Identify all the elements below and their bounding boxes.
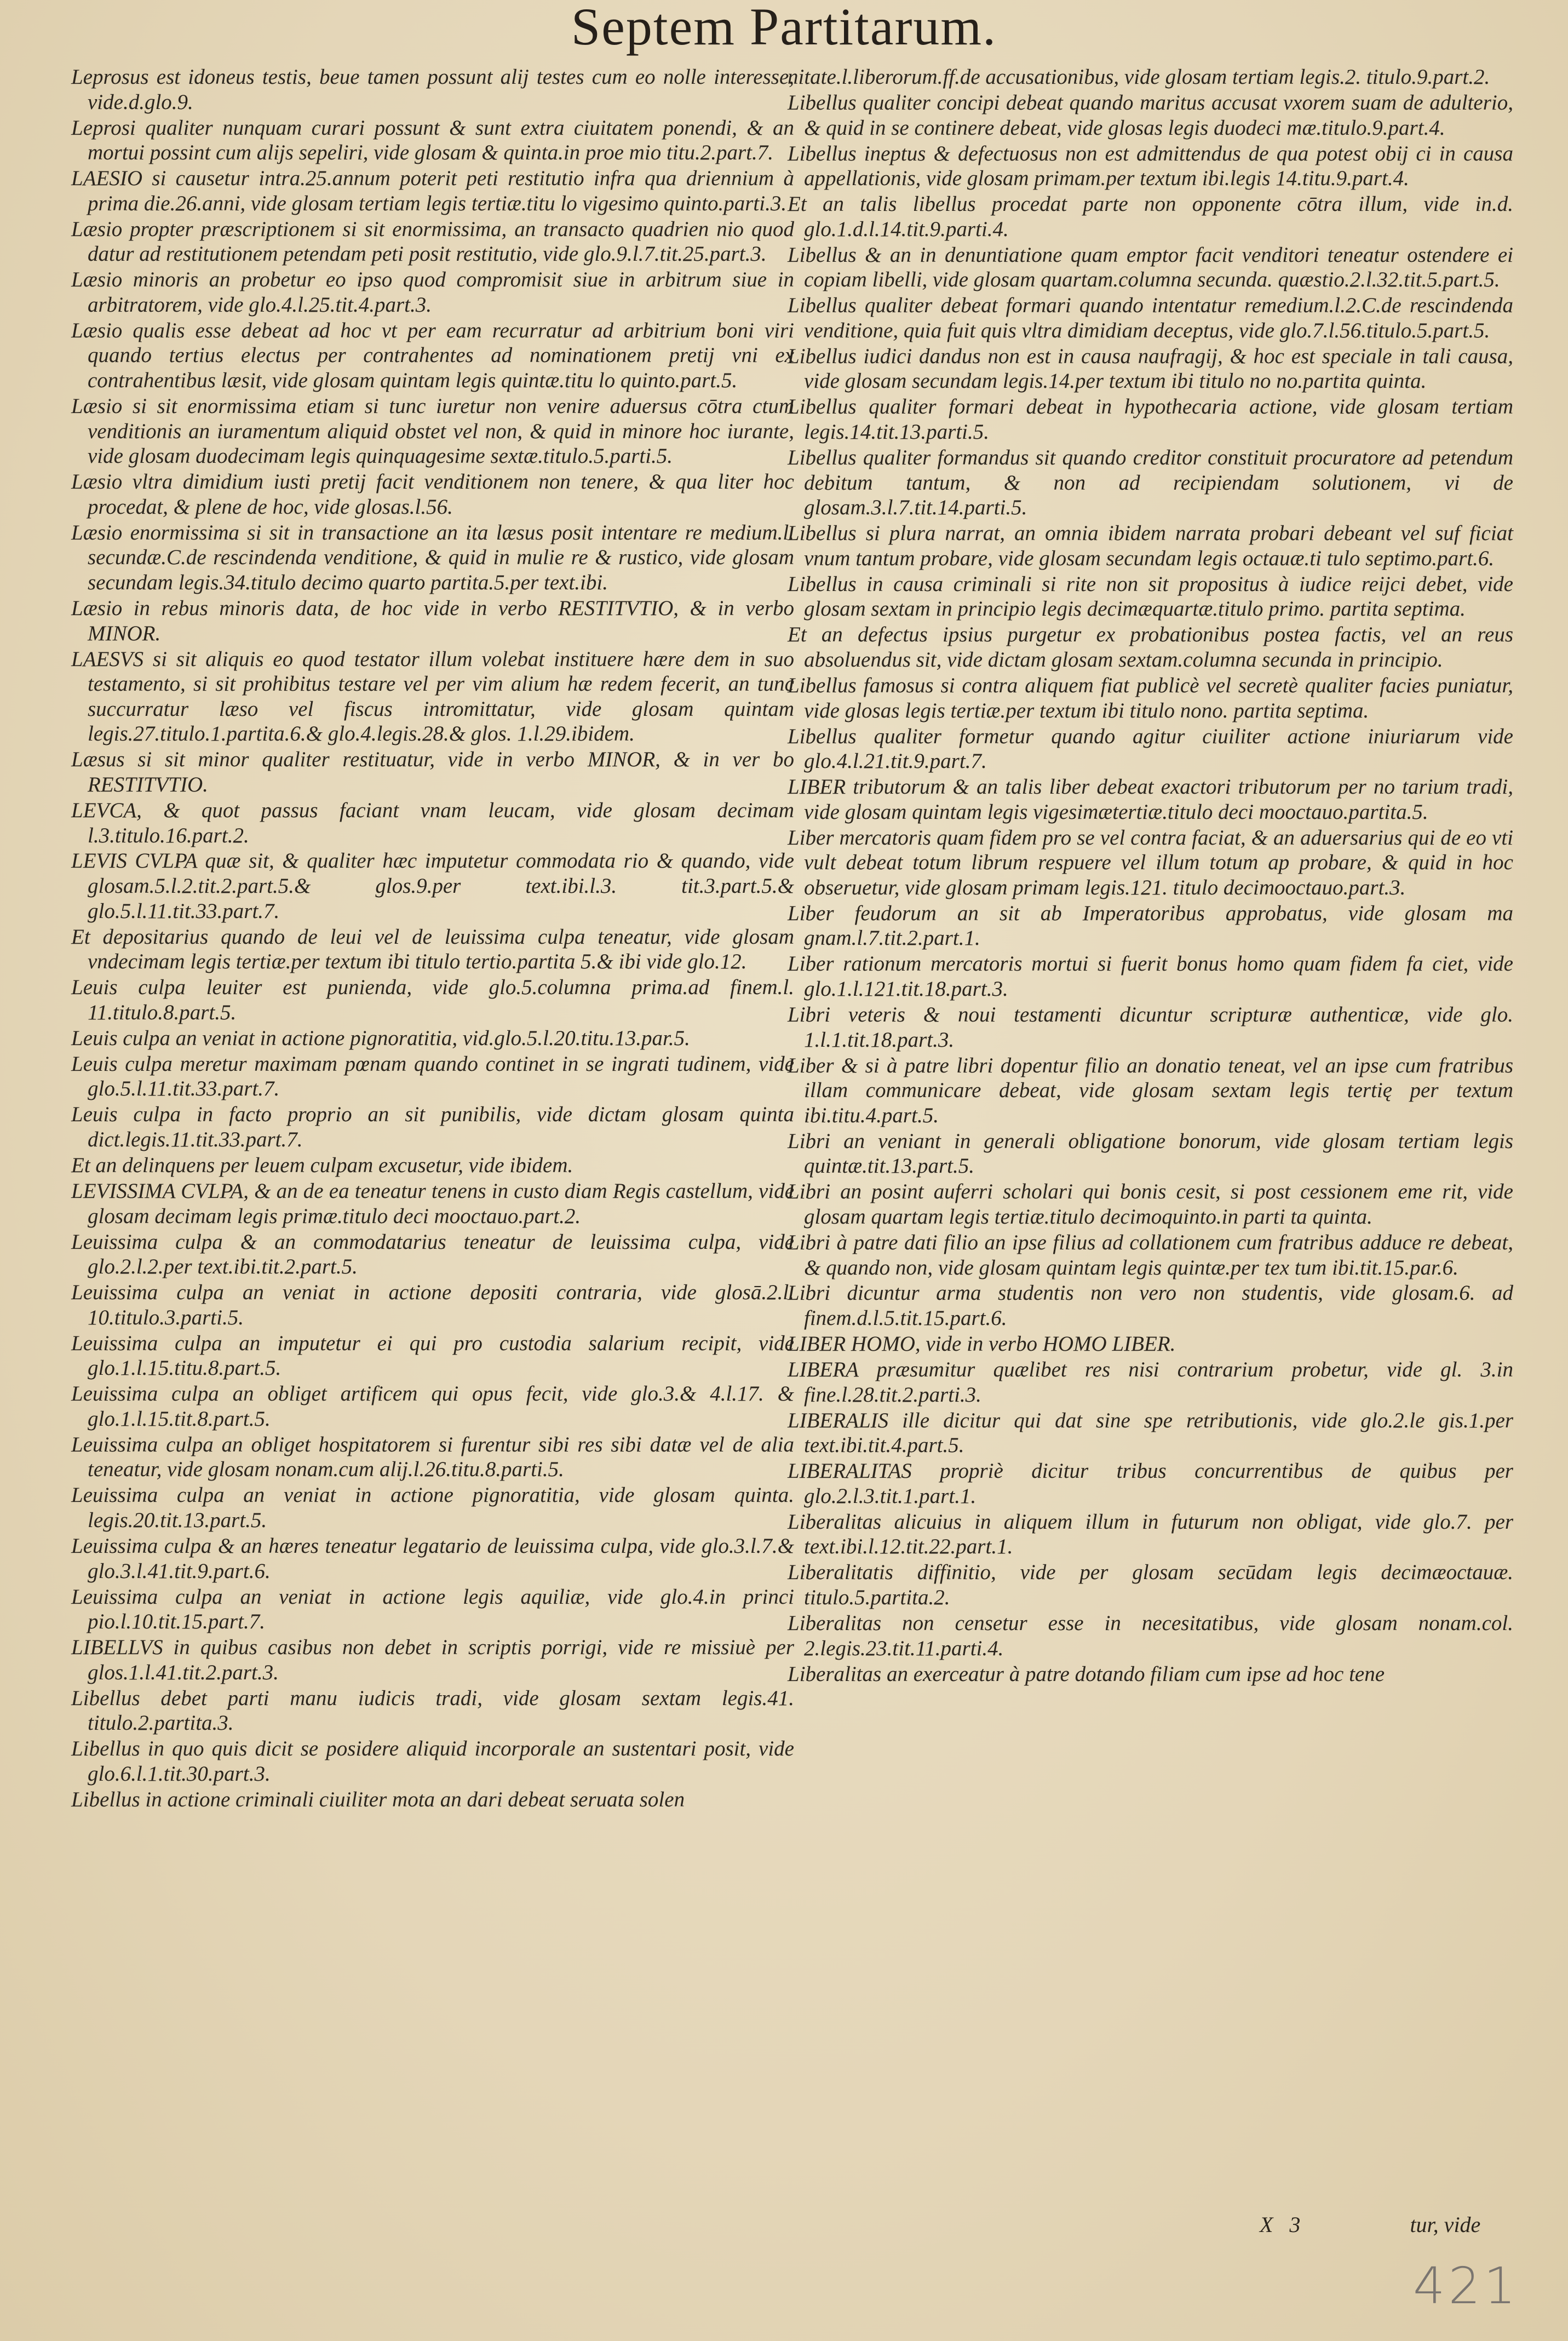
index-entry: Libellus in quo quis dicit se posidere aliquid incorporale an sustentari posit, vide glo.6.l.1.tit.30.part.3. xyxy=(71,1737,794,1786)
index-entry: Liberalitatis diffinitio, vide per glosam secūdam legis decimæoctauæ. titulo.5.partita.2. xyxy=(788,1560,1513,1609)
index-entry: Liberalitas non censetur esse in necesitatibus, vide glosam nonam.col. 2.legis.23.tit.11.parti.4. xyxy=(788,1611,1513,1660)
index-entry: Libri dicuntur arma studentis non vero non studentis, vide glosam.6. ad finem.d.l.5.tit.15.part.6. xyxy=(788,1281,1513,1330)
index-entry: LIBERA præsumitur quælibet res nisi contrarium probetur, vide gl. 3.in fine.l.28.tit.2.parti.3. xyxy=(788,1358,1513,1407)
index-entry: Leuis culpa leuiter est punienda, vide glo.5.columna prima.ad finem.l. 11.titulo.8.part.5. xyxy=(71,976,794,1024)
index-entry: Leuissima culpa an veniat in actione legis aquiliæ, vide glo.4.in princi pio.l.10.tit.15.part.7. xyxy=(71,1585,794,1634)
index-entry: Liber rationum mercatoris mortui si fuerit bonus homo quam fidem fa ciet, vide glo.1.l.121.tit.18.part.3. xyxy=(788,952,1513,1001)
index-entry: Læsio si sit enormissima etiam si tunc iuretur non venire aduersus cōtra ctum venditionis an iuramentum aliquid obstet vel non, & quid in minore hoc iurante, vide glosam duodecimam legis quinquagesime sextæ.titulo.5.parti.5. xyxy=(71,394,794,468)
signature-text: X 3 xyxy=(1260,2212,1306,2237)
index-entry: Læsio propter præscriptionem si sit enormissima, an transacto quadrien nio quod datur ad restitutionem petendam peti posit restitutio, vide glo.9.l.7.tit.25.part.3. xyxy=(71,217,794,266)
index-entry: Libellus si plura narrat, an omnia ibidem narrata probari debeant vel suf ficiat vnum tantum probare, vide glosam secundam legis octauæ.ti tulo septimo.part.6. xyxy=(788,521,1513,570)
index-entry: Læsio in rebus minoris data, de hoc vide in verbo RESTITVTIO, & in verbo MINOR. xyxy=(71,596,794,645)
index-entry: Leuis culpa meretur maximam pœnam quando continet in se ingrati tudinem, vide glo.5.l.11.tit.33.part.7. xyxy=(71,1052,794,1101)
index-entry: Libellus qualiter concipi debeat quando maritus accusat vxorem suam de adulterio, & quid in se continere debeat, vide glosas legis duodeci mæ.titulo.9.part.4. xyxy=(788,90,1513,140)
index-entry: Libellus famosus si contra aliquem fiat publicè vel secretè qualiter facies puniatur, vide glosas legis tertiæ.per textum ibi titulo nono. partita septima. xyxy=(788,673,1513,722)
index-entry: Liber mercatoris quam fidem pro se vel contra faciat, & an aduersarius qui de eo vti vult debeat totum librum respuere vel illum totum ap probare, & quid in hoc obseruetur, vide glosam primam legis.121. titulo decimooctauo.part.3. xyxy=(788,825,1513,899)
index-entry: Læsio qualis esse debeat ad hoc vt per eam recurratur ad arbitrium boni viri quando tertius electus per contrahentes ad nominationem pretij vni ex contrahentibus læsit, vide glosam quintam legis quintæ.titu lo quinto.part.5. xyxy=(71,318,794,393)
index-entry: Liberalitas an exerceatur à patre dotando filiam cum ipse ad hoc tene xyxy=(788,1662,1385,1686)
signature-mark xyxy=(1260,2212,1480,2237)
index-entry: Libri an posint auferri scholari qui bonis cesit, si post cessionem eme rit, vide glosam quartam legis tertiæ.titulo decimoquinto.in parti ta quinta. xyxy=(788,1180,1513,1229)
index-entry: Leuissima culpa & an hæres teneatur legatario de leuissima culpa, vide glo.3.l.7.& glo.3.l.41.tit.9.part.6. xyxy=(71,1534,794,1583)
index-entry: Libellus in causa criminali si rite non sit propositus à iudice reijci debet, vide glosam sextam in principio legis decimæquartæ.titulo primo. partita septima. xyxy=(788,572,1513,621)
index-entry: Et depositarius quando de leui vel de leuissima culpa teneatur, vide glosam vndecimam legis tertiæ.per textum ibi titulo tertio.partita 5.& ibi vide glo.12. xyxy=(71,925,794,974)
index-entry: Libellus qualiter debeat formari quando intentatur remedium.l.2.C.de rescindenda venditione, quia fuit quis vltra dimidiam deceptus, vide glo.7.l.56.titulo.5.part.5. xyxy=(788,294,1513,342)
index-entry: Leprosi qualiter nunquam curari possunt & sunt extra ciuitatem ponendi, & an mortui possint cum alijs sepeliri, vide glosam & quinta.in proe mio titu.2.part.7. xyxy=(71,116,794,165)
index-entry: Libellus in actione criminali ciuiliter mota an dari debeat seruata solen xyxy=(71,1787,685,1811)
index-entry: Leuissima culpa an obliget artificem qui opus fecit, vide glo.3.& 4.l.17. & glo.1.l.15.tit.8.part.5. xyxy=(71,1382,794,1431)
index-entry: Læsio minoris an probetur eo ipso quod compromisit siue in arbitrum siue in arbitratorem, vide glo.4.l.25.tit.4.part.3. xyxy=(71,268,794,317)
index-entry: Libellus ineptus & defectuosus non est admittendus de qua potest obij ci in causa appellationis, vide glosam primam.per textum ibi.legis 14.titu.9.part.4. xyxy=(788,141,1513,191)
index-entry: Leuissima culpa an imputetur ei qui pro custodia salarium recipit, vide glo.1.l.15.titu.8.part.5. xyxy=(71,1331,794,1380)
index-entry: LEVISSIMA CVLPA, & an de ea teneatur tenens in custo diam Regis castellum, vide glosam decimam legis primæ.titulo deci mooctauo.part.2. xyxy=(71,1179,794,1228)
index-entry: Et an talis libellus procedat parte non opponente cōtra illum, vide in.d. glo.1.d.l.14.tit.9.parti.4. xyxy=(788,192,1513,241)
index-entry: LIBERALIS ille dicitur qui dat sine spe retributionis, vide glo.2.le gis.1.per text.ibi.tit.4.part.5. xyxy=(788,1408,1513,1458)
index-entry: Libri an veniant in generali obligatione bonorum, vide glosam tertiam legis quintæ.tit.13.part.5. xyxy=(788,1129,1513,1178)
index-entry: Liber & si à patre libri dopentur filio an donatio teneat, vel an ipse cum fratribus illam communicare debeat, vide glosam sextam legis tertię per textum ibi.titu.4.part.5. xyxy=(788,1053,1513,1127)
index-entry: Libellus qualiter formetur quando agitur ciuiliter actione iniuriarum vide glo.4.l.21.tit.9.part.7. xyxy=(788,724,1513,773)
index-entry: Leprosus est idoneus testis, beue tamen possunt alij testes cum eo nolle interesse, vide.d.glo.9. xyxy=(71,65,794,114)
index-entry: LEVIS CVLPA quæ sit, & qualiter hæc imputetur commodata rio & quando, vide glosam.5.l.2.tit.2.part.5.& glos.9.per text.ibi.l.3. tit.3.part.5.& glo.5.l.11.tit.33.part.7. xyxy=(71,849,794,923)
index-entry: Læsus si sit minor qualiter restituatur, vide in verbo MINOR, & in ver bo RESTITVTIO. xyxy=(71,748,794,796)
index-entry: Libri veteris & noui testamenti dicuntur scripturæ authenticæ, vide glo. 1.l.1.tit.18.part.3. xyxy=(788,1003,1513,1052)
index-entry: LIBER HOMO, vide in verbo HOMO LIBER. xyxy=(788,1332,1176,1356)
right-column xyxy=(788,65,1513,1688)
index-entry: Liber feudorum an sit ab Imperatoribus approbatus, vide glosam ma gnam.l.7.tit.2.part.1. xyxy=(788,901,1513,950)
index-entry: LIBELLVS in quibus casibus non debet in scriptis porrigi, vide re missiuè per glos.1.l.41.tit.2.part.3. xyxy=(71,1636,794,1684)
index-entry: LAESVS si sit aliquis eo quod testator illum volebat instituere hære dem in suo testamento, si sit prohibitus testare vel per vim alium hæ redem fecerit, an tunc succurratur læso vel fiscus intromittatur, vide glosam quintam legis.27.titulo.1.partita.6.& glo.4.legis.28.& glos. 1.l.29.ibidem. xyxy=(71,647,794,746)
index-entry: LIBER tributorum & an talis liber debeat exactori tributorum per no tarium tradi, vide glosam quintam legis vigesimætertiæ.titulo deci mooctauo.partita.5. xyxy=(788,775,1513,824)
index-entry: Læsio enormissima si sit in transactione an ita læsus posit intentare re medium.l. secundæ.C.de rescindenda venditione, & quid in mulie re & rustico, vide glosam secundam legis.34.titulo decimo quarto partita.5.per text.ibi. xyxy=(71,520,794,594)
index-entry: Liberalitas alicuius in aliquem illum in futurum non obligat, vide glo.7. per text.ibi.l.12.tit.22.part.1. xyxy=(788,1510,1513,1559)
index-entry: Libellus iudici dandus non est in causa naufragij, & hoc est speciale in tali causa, vide glosam secundam legis.14.per textum ibi titulo no no.partita quinta. xyxy=(788,344,1513,393)
index-entry: Et an defectus ipsius purgetur ex probationibus postea factis, vel an reus absoluendus sit, vide dictam glosam sextam.columna secunda in principio. xyxy=(788,623,1513,672)
index-entry: Libellus debet parti manu iudicis tradi, vide glosam sextam legis.41. titulo.2.partita.3. xyxy=(71,1686,794,1735)
index-entry: Libellus qualiter formari debeat in hypothecaria actione, vide glosam tertiam legis.14.tit.13.parti.5. xyxy=(788,395,1513,444)
index-entry: Libellus & an in denuntiatione quam emptor facit venditori teneatur ostendere ei copiam libelli, vide glosam quartam.columna secunda. quæstio.2.l.32.tit.5.part.5. xyxy=(788,243,1513,292)
index-entry: nitate.l.liberorum.ff.de accusationibus, vide glosam tertiam legis.2. titulo.9.part.2. xyxy=(788,65,1490,89)
index-entry: Leuissima culpa an obliget hospitatorem si furentur sibi res sibi datæ vel de alia teneatur, vide glosam nonam.cum alij.l.26.titu.8.parti.5. xyxy=(71,1432,794,1482)
index-entry: Leuis culpa in facto proprio an sit punibilis, vide dictam glosam quinta dict.legis.11.tit.33.part.7. xyxy=(71,1103,794,1151)
left-column xyxy=(71,65,794,1813)
index-entry: Læsio vltra dimidium iusti pretij facit venditionem non tenere, & qua liter hoc procedat, & plene de hoc, vide glosas.l.56. xyxy=(71,470,794,519)
index-entry: Libellus qualiter formandus sit quando creditor constituit procuratore ad petendum debitum tantum, & non ad recipiendam solutionem, vi de glosam.3.l.7.tit.14.parti.5. xyxy=(788,446,1513,520)
index-entry: Leuissima culpa an veniat in actione depositi contraria, vide glosā.2.l. 10.titulo.3.parti.5. xyxy=(71,1281,794,1329)
index-entry: Libri à patre dati filio an ipse filius ad collationem cum fratribus adduce re debeat, & quando non, vide glosam quintam legis quintæ.per tex tum ibi.tit.15.par.6. xyxy=(788,1230,1513,1279)
index-entry: LEVCA, & quot passus faciant vnam leucam, vide glosam decimam l.3.titulo.16.part.2. xyxy=(71,798,794,847)
page-title: Septem Partitarum. xyxy=(571,0,997,56)
index-entry: LIBERALITAS propriè dicitur tribus concurrentibus de quibus per glo.2.l.3.tit.1.part.1. xyxy=(788,1459,1513,1508)
index-entry: Leuissima culpa an veniat in actione pignoratitia, vide glosam quinta. legis.20.tit.13.part.5. xyxy=(71,1483,794,1532)
index-entry: LAESIO si causetur intra.25.annum poterit peti restitutio infra qua driennium à prima die.26.anni, vide glosam tertiam legis tertiæ.titu lo vigesimo quinto.parti.3. xyxy=(71,167,794,215)
catchword: tur, vide xyxy=(1410,2212,1481,2237)
index-entry: Leuis culpa an veniat in actione pignoratitia, vid.glo.5.l.20.titu.13.par.5. xyxy=(71,1026,690,1050)
folio-number: 421 xyxy=(1413,2257,1519,2315)
index-entry: Et an delinquens per leuem culpam excusetur, vide ibidem. xyxy=(71,1153,573,1177)
index-entry: Leuissima culpa & an commodatarius teneatur de leuissima culpa, vide glo.2.l.2.per text.ibi.tit.2.part.5. xyxy=(71,1230,794,1279)
